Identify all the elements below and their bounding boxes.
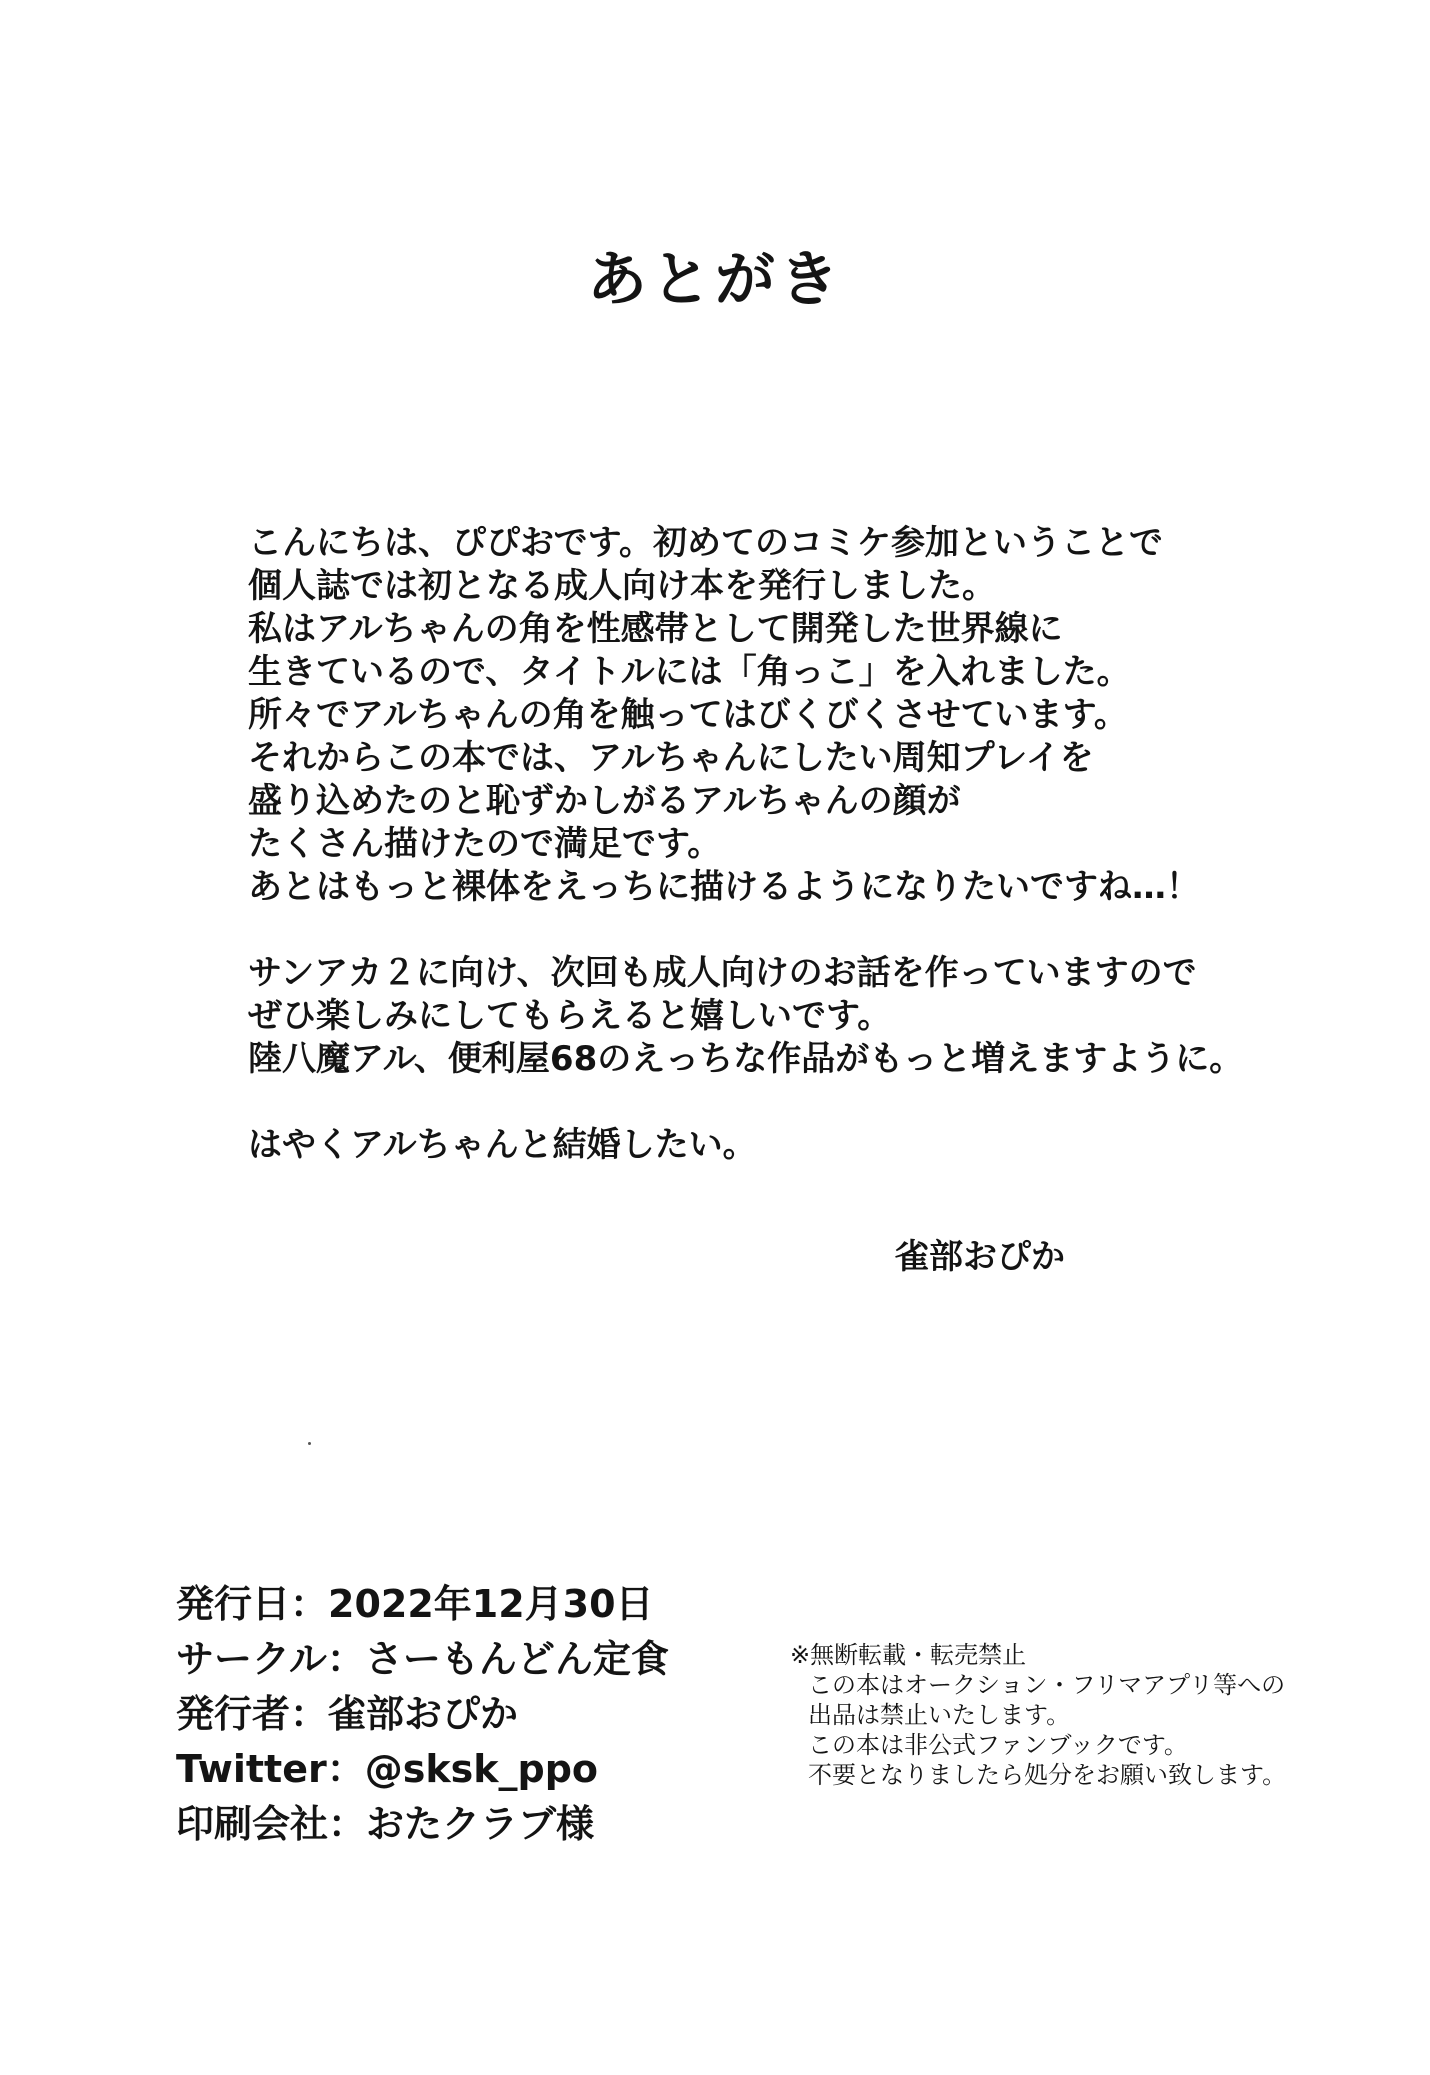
colophon-publisher: 発行者：雀部おぴか xyxy=(176,1692,519,1736)
notice-line: 不要となりましたら処分をお願い致します。 xyxy=(808,1761,1287,1789)
body-line: それからこの本では、アルちゃんにしたい周知プレイを xyxy=(248,738,1094,778)
paragraph-spacer xyxy=(248,909,1288,952)
body-line: 所々でアルちゃんの角を触ってはびくびくさせています。 xyxy=(248,695,1128,735)
colophon-printer: 印刷会社：おたクラブ様 xyxy=(176,1802,595,1846)
body-line: 私はアルちゃんの角を性感帯として開発した世界線に xyxy=(248,609,1063,649)
body-line: 盛り込めたのと恥ずかしがるアルちゃんの顔が xyxy=(248,781,961,821)
body-line: あとはもっと裸体をえっちに描けるようになりたいですね…！ xyxy=(248,867,1200,907)
author-signature: 雀部おぴか xyxy=(895,1237,1065,1277)
body-line: はやくアルちゃんと結婚したい。 xyxy=(248,1125,757,1165)
colophon-twitter: Twitter：@sksk_ppo xyxy=(176,1747,599,1791)
colophon xyxy=(176,1577,669,1852)
body-line: サンアカ２に向け、次回も成人向けのお話を作っていますので xyxy=(248,953,1197,993)
colophon-circle: サークル：さーもんどん定食 xyxy=(176,1637,669,1681)
notice-line: この本は非公式ファンブックです。 xyxy=(808,1731,1188,1759)
notice-line: この本はオークション・フリマアプリ等への xyxy=(808,1671,1286,1699)
notice-line: 出品は禁止いたします。 xyxy=(808,1701,1071,1729)
stray-dot xyxy=(308,1442,311,1445)
paragraph-spacer xyxy=(248,1081,1288,1124)
colophon-publish-date: 発行日：2022年12月30日 xyxy=(176,1582,654,1626)
body-line: 陸八魔アル、便利屋68のえっちな作品がもっと増えますように。 xyxy=(248,1039,1244,1079)
page-title: あとがき xyxy=(587,245,843,315)
notice-heading: ※無断転載・転売禁止 xyxy=(790,1641,1027,1669)
body-line: こんにちは、ぴぴおです。初めてのコミケ参加ということで xyxy=(248,523,1163,563)
body-line: 生きているので、タイトルには「角っこ」を入れました。 xyxy=(248,652,1131,692)
afterword-body xyxy=(248,522,1288,1167)
body-line: たくさん描けたので満足です。 xyxy=(248,824,722,864)
body-line: ぜひ楽しみにしてもらえると嬉しいです。 xyxy=(248,996,892,1036)
reprint-notice xyxy=(790,1640,1286,1790)
body-line: 個人誌では初となる成人向け本を発行しました。 xyxy=(248,566,996,606)
